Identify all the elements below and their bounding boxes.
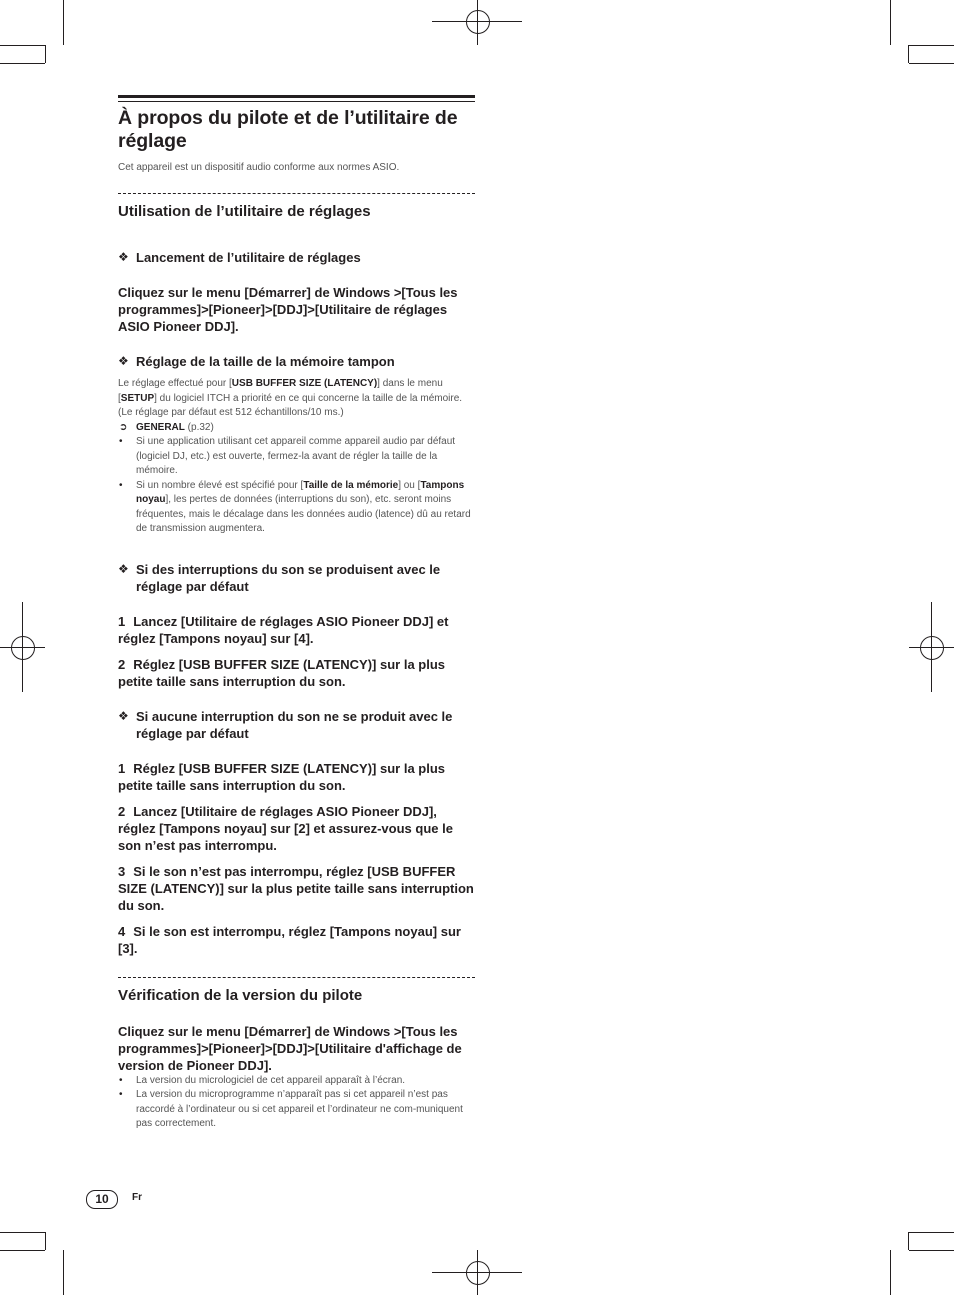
list-item [118, 1088, 475, 1132]
subsection-heading-text: Si des interruptions du son se produisent avec le réglage par défaut [136, 561, 441, 594]
step-text: Si le son est interrompu, réglez [Tampons noyau] sur [3]. [118, 923, 461, 956]
subsection-heading-launch [118, 249, 475, 266]
step-text: Si le son n’est pas interrompu, réglez [USB BUFFER SIZE (LATENCY)] sur la plus petite taille sans interruption du son. [118, 863, 474, 913]
bullet-icon: • [119, 436, 123, 447]
setting-name: USB BUFFER SIZE (LATENCY) [231, 378, 378, 389]
arrow-icon: ➲ [119, 421, 128, 433]
setting-name: Taille de la mémorie [303, 479, 399, 491]
registration-mark [920, 636, 944, 660]
subsection-heading-text: Réglage de la taille de la mémoire tampon [136, 354, 395, 369]
step-text: Réglez [USB BUFFER SIZE (LATENCY)] sur la plus petite taille sans interruption du son. [118, 760, 446, 793]
main-column [118, 95, 475, 1132]
page-title: À propos du pilote et de l’utilitaire de réglage [118, 107, 458, 152]
language-code: Fr [132, 1192, 142, 1203]
subsection-heading-interruptions [118, 561, 475, 595]
diamond-icon: ❖ [118, 250, 129, 264]
registration-mark [466, 10, 490, 34]
subsection-heading-buffer [118, 353, 475, 370]
registration-mark [466, 1261, 490, 1285]
text: ] du logiciel ITCH a priorité en ce qui concerne la taille de la mémoire. (Le réglage par défaut est 512 échantillons/10 ms.) [118, 392, 463, 418]
step-number: 4 [118, 923, 126, 939]
crop-mark [890, 0, 891, 45]
text: Si un nombre élevé est spécifié pour [ [136, 479, 304, 491]
step-text: Lancez [Utilitaire de réglages ASIO Pioneer DDJ], réglez [Tampons noyau] sur [2] et assurez-vous que le son n’est pas interrompu. [118, 803, 453, 853]
crop-mark [0, 1250, 45, 1251]
list-item-text: La version du micrologiciel de cet appareil apparaît à l’écran. [136, 1074, 406, 1086]
menu-name: SETUP [120, 392, 155, 404]
crop-mark [909, 1250, 954, 1251]
section-heading-version: Vérification de la version du pilote [118, 986, 363, 1004]
crop-mark [63, 0, 64, 45]
step-number: 1 [118, 613, 126, 629]
crop-mark [909, 1232, 954, 1233]
title-rule [118, 95, 475, 98]
diamond-icon: ❖ [118, 561, 129, 576]
step-number: 3 [118, 863, 126, 879]
title-rule-thin [118, 101, 475, 102]
crop-mark [909, 63, 954, 64]
instruction-version: Cliquez sur le menu [Démarrer] de Windows >[Tous les programmes]>[Pioneer]>[DDJ]>[Utilitaire d'affichage de version de Pioneer DDJ]. [118, 1023, 462, 1073]
diamond-icon: ❖ [118, 708, 129, 723]
text: ] ou [ [398, 479, 421, 491]
step-number: 1 [118, 760, 126, 776]
text: Le réglage effectué pour [ [118, 378, 232, 389]
crop-mark [45, 1232, 46, 1250]
subsection-heading-no-interruptions [118, 708, 475, 742]
crop-mark [0, 45, 45, 46]
diamond-icon: ❖ [118, 354, 129, 368]
list-item [118, 1074, 475, 1089]
setting-name: Tampons noyau [136, 479, 465, 505]
intro-text: Cet appareil est un dispositif audio conforme aux normes ASIO. [118, 162, 400, 173]
step-item [118, 863, 475, 914]
subsection-heading-text: Si aucune interruption du son ne se produit avec le réglage par défaut [136, 708, 453, 741]
bullet-icon: • [119, 1074, 123, 1086]
section-divider [118, 977, 475, 978]
step-number: 2 [118, 656, 126, 672]
crop-mark [0, 63, 45, 64]
subsection-heading-text: Lancement de l’utilitaire de réglages [136, 250, 361, 265]
list-item [118, 435, 475, 479]
list-item-text: Si une application utilisant cet appareil comme appareil audio par défaut (logiciel DJ, etc.) est ouverte, fermez-la avant de régler la taille de la mémoire. [136, 436, 456, 476]
reference-label: GENERAL [136, 421, 185, 433]
step-item [118, 923, 475, 957]
crop-mark [63, 1250, 64, 1295]
crop-mark [45, 45, 46, 63]
step-item [118, 803, 475, 854]
bullet-icon: • [119, 479, 123, 491]
step-item [118, 656, 475, 690]
step-item [118, 613, 475, 647]
text: ], les pertes de données (interruptions du son), etc. seront moins fréquentes, mais le décalage dans les données audio (latence) dû au retard de transmission augmentera. [136, 494, 471, 534]
text: ] dans le menu [ [118, 378, 443, 404]
reference-item [118, 421, 475, 436]
page-number: 10 [86, 1190, 118, 1209]
bullet-icon: • [119, 1089, 123, 1100]
buffer-paragraph [118, 377, 475, 421]
instruction-launch: Cliquez sur le menu [Démarrer] de Windows >[Tous les programmes]>[Pioneer]>[DDJ]>[Utilitaire de réglages ASIO Pioneer DDJ]. [118, 285, 458, 334]
crop-mark [909, 45, 954, 46]
section-heading-utility: Utilisation de l’utilitaire de réglages [118, 203, 371, 220]
crop-mark [890, 1250, 891, 1295]
crop-mark [0, 1232, 45, 1233]
section-divider [118, 193, 475, 194]
step-number: 2 [118, 803, 126, 819]
step-item [118, 760, 475, 794]
registration-mark [11, 636, 35, 660]
crop-mark [908, 1232, 909, 1250]
list-item [118, 479, 475, 537]
step-text: Réglez [USB BUFFER SIZE (LATENCY)] sur la plus petite taille sans interruption du son. [118, 656, 446, 689]
step-text: Lancez [Utilitaire de réglages ASIO Pioneer DDJ] et réglez [Tampons noyau] sur [4]. [118, 613, 449, 646]
reference-page: (p.32) [184, 421, 214, 433]
crop-mark [908, 45, 909, 63]
list-item-text: La version du microprogramme n’apparaît pas si cet appareil n’est pas raccordé à l’ordinateur ou si cet appareil et l’ordinateur ne com-muniquent pas correctement. [136, 1089, 463, 1129]
